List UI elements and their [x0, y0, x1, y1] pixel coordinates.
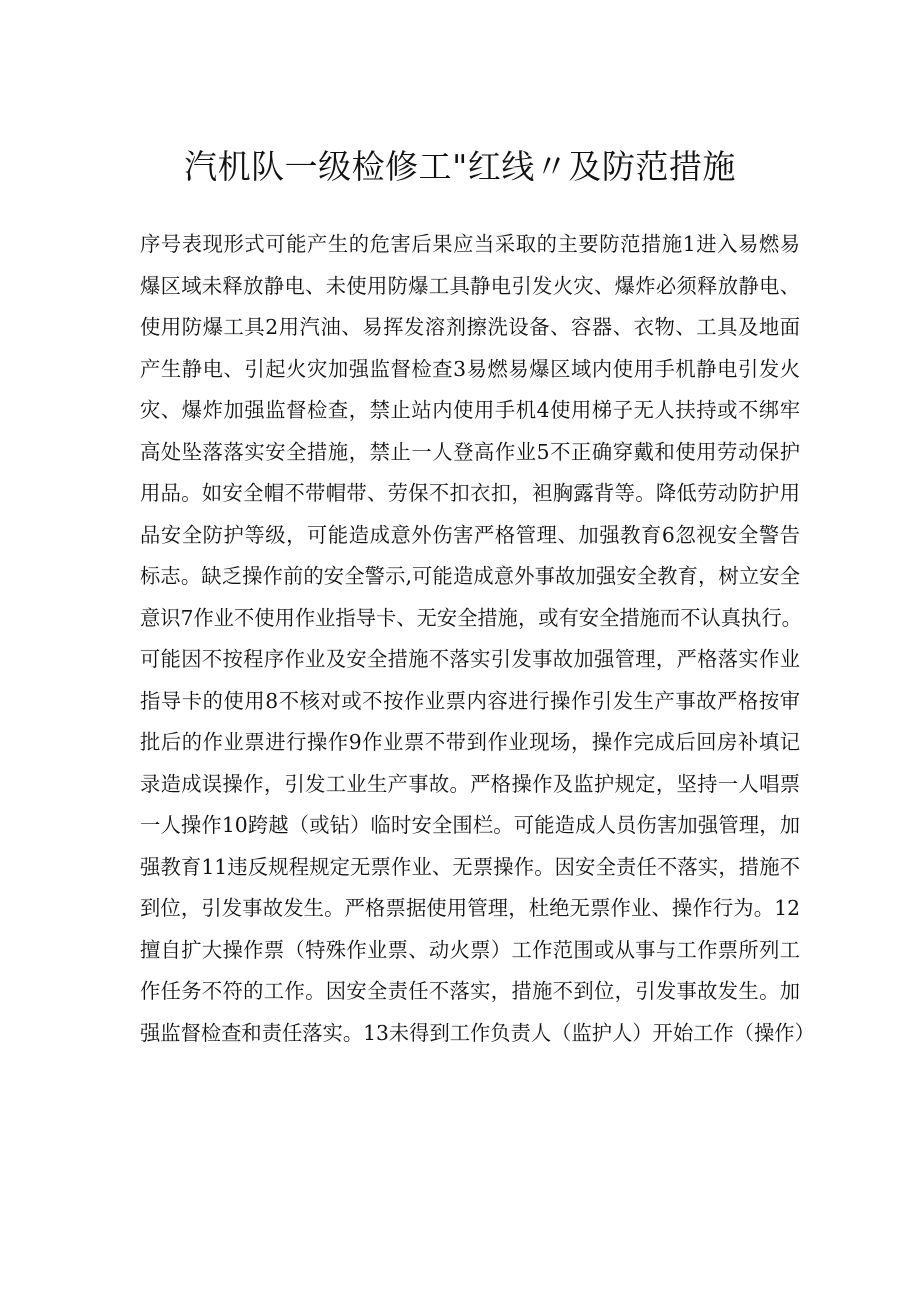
body-line: 一人操作10跨越（或钻）临时安全围栏。可能造成人员伤害加强管理，加 — [140, 813, 800, 837]
body-line: 可能因不按程序作业及安全措施不落实引发事故加强管理，严格落实作业 — [140, 647, 800, 671]
body-line: 强教育11违反规程规定无票作业、无票操作。因安全责任不落实，措施不 — [140, 854, 800, 879]
body-line: 指导卡的使用8不核对或不按作业票内容进行操作引发生产事故严格按审 — [140, 688, 800, 713]
body-line: 到位，引发事故发生。严格票据使用管理，杜绝无票作业、操作行为。12 — [140, 896, 800, 920]
body-line: 标志。缺乏操作前的安全警示,可能造成意外事故加强安全教育，树立安全 — [140, 564, 800, 588]
body-line: 序号表现形式可能产生的危害后果应当采取的主要防范措施1进入易燃易 — [140, 232, 800, 256]
body-line: 爆区域未释放静电、未使用防爆工具静电引发火灾、爆炸必须释放静电、 — [140, 273, 800, 298]
body-line: 高处坠落落实安全措施，禁止一人登高作业5不正确穿戴和使用劳动保护 — [140, 439, 800, 464]
body-line: 品安全防护等级，可能造成意外伤害严格管理、加强教育6忽视安全警告 — [140, 522, 800, 547]
body-line: 灾、爆炸加强监督检查，禁止站内使用手机4使用梯子无人扶持或不绑牢 — [140, 398, 800, 422]
document-title: 汽机队一级检修工"红线〃及防范措施 — [184, 147, 736, 186]
body-line: 产生静电、引起火灾加强监督检查3易燃易爆区域内使用手机静电引发火 — [140, 356, 800, 381]
body-line: 作任务不符的工作。因安全责任不落实，措施不到位，引发事故发生。加 — [140, 979, 800, 1003]
body-line: 擅自扩大操作票（特殊作业票、动火票）工作范围或从事与工作票所列工 — [140, 937, 800, 962]
body-line: 强监督检查和责任落实。13未得到工作负责人（监护人）开始工作（操作） — [140, 1020, 815, 1045]
body-line: 意识7作业不使用作业指导卡、无安全措施，或有安全措施而不认真执行。 — [140, 605, 802, 630]
body-line: 用品。如安全帽不带帽带、劳保不扣衣扣，袒胸露背等。降低劳动防护用 — [140, 481, 800, 505]
body-line: 批后的作业票进行操作9作业票不带到作业现场，操作完成后回房补填记 — [140, 730, 800, 754]
body-line: 使用防爆工具2用汽油、易挥发溶剂擦洗设备、容器、衣物、工具及地面 — [140, 315, 800, 339]
body-line: 录造成误操作，引发工业生产事故。严格操作及监护规定，坚持一人唱票 — [140, 771, 800, 796]
document-body — [140, 224, 815, 1054]
